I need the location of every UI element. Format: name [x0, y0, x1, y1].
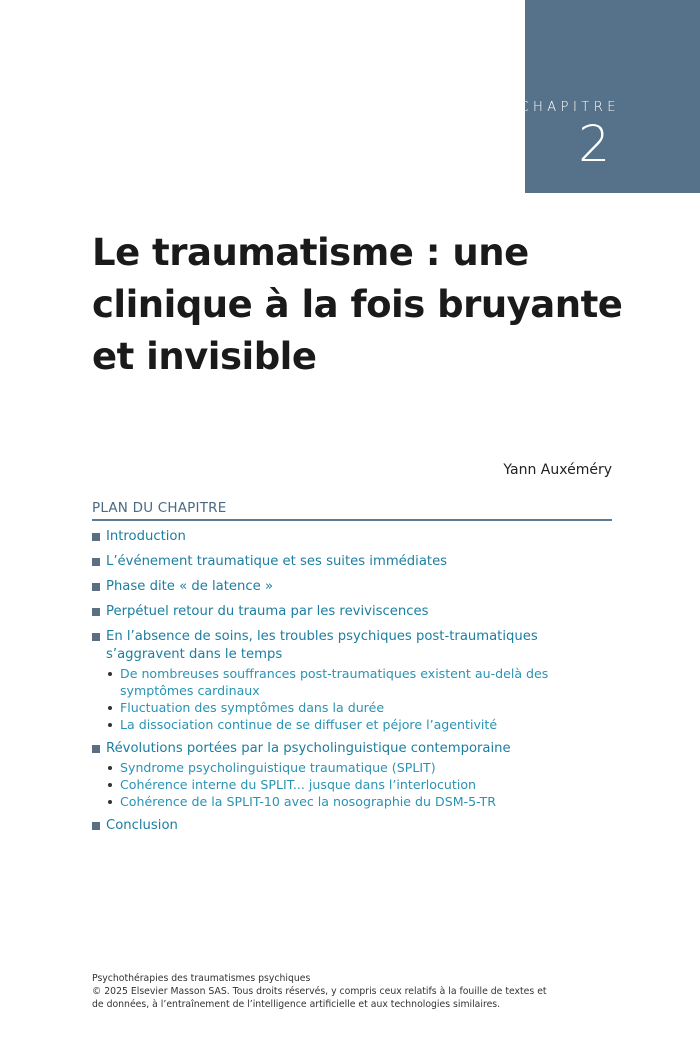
- dot-bullet-icon: [108, 723, 112, 727]
- page-footer: [92, 972, 547, 1011]
- plan-item-label: Introduction: [106, 529, 186, 544]
- square-bullet-icon: [92, 583, 100, 591]
- square-bullet-icon: [92, 533, 100, 541]
- author-name: Yann Auxéméry: [503, 462, 612, 478]
- plan-item-label: En l’absence de soins, les troubles psychiques post-traumatiques s’aggravent dans le temps: [106, 629, 538, 662]
- plan-subitem-label: Cohérence interne du SPLIT... jusque dans l’interlocution: [120, 777, 477, 792]
- plan-item-absence-soins[interactable]: [92, 628, 612, 733]
- plan-item-label: Perpétuel retour du trauma par les reviviscences: [106, 604, 429, 619]
- plan-subitem-label: La dissociation continue de se diffuser et péjore l’agentivité: [120, 717, 498, 732]
- plan-item-latence[interactable]: [92, 578, 612, 596]
- plan-sublist: [106, 759, 612, 810]
- dot-bullet-icon: [108, 800, 112, 804]
- plan-item-conclusion[interactable]: [92, 817, 612, 835]
- plan-subitem-label: Fluctuation des symptômes dans la durée: [120, 700, 385, 715]
- dot-bullet-icon: [108, 706, 112, 710]
- chapter-badge: [519, 0, 700, 193]
- plan-subitem[interactable]: [106, 793, 612, 810]
- plan-sublist: [106, 665, 612, 733]
- dot-bullet-icon: [108, 766, 112, 770]
- plan-header: PLAN DU CHAPITRE: [92, 500, 612, 521]
- square-bullet-icon: [92, 608, 100, 616]
- plan-subitem[interactable]: [106, 699, 612, 716]
- plan-item-reviviscences[interactable]: [92, 603, 612, 621]
- copyright-line-1: © 2025 Elsevier Masson SAS. Tous droits réservés, y compris ceux relatifs à la fouille de textes et: [92, 986, 547, 997]
- square-bullet-icon: [92, 558, 100, 566]
- dot-bullet-icon: [108, 672, 112, 676]
- square-bullet-icon: [92, 745, 100, 753]
- plan-subitem[interactable]: [106, 776, 612, 793]
- book-title: Psychothérapies des traumatismes psychiques: [92, 973, 311, 984]
- plan-subitem[interactable]: [106, 716, 612, 733]
- plan-item-label: L’événement traumatique et ses suites immédiates: [106, 554, 448, 569]
- dot-bullet-icon: [108, 783, 112, 787]
- plan-subitem[interactable]: [106, 759, 612, 776]
- plan-list: [92, 528, 612, 835]
- chapter-title: Le traumatisme : une clinique à la fois bruyante et invisible: [92, 231, 623, 378]
- plan-subitem-label: De nombreuses souffrances post-traumatiques existent au-delà des symptômes cardinaux: [120, 666, 549, 698]
- plan-item-evenement[interactable]: [92, 553, 612, 571]
- plan-item-label: Révolutions portées par la psycholinguistique contemporaine: [106, 741, 511, 756]
- square-bullet-icon: [92, 822, 100, 830]
- chapter-plan: [92, 500, 612, 835]
- plan-subitem[interactable]: [106, 665, 612, 699]
- plan-item-label: Phase dite « de latence »: [106, 579, 274, 594]
- copyright-line-2: de données, à l’entraînement de l’intelligence artificielle et aux technologies similaires.: [92, 999, 501, 1010]
- chapter-number: 2: [578, 115, 610, 173]
- plan-item-revolutions[interactable]: [92, 740, 612, 810]
- plan-subitem-label: Syndrome psycholinguistique traumatique (SPLIT): [120, 760, 436, 775]
- plan-subitem-label: Cohérence de la SPLIT-10 avec la nosographie du DSM-5-TR: [120, 794, 496, 809]
- square-bullet-icon: [92, 633, 100, 641]
- plan-item-introduction[interactable]: [92, 528, 612, 546]
- chapter-label: CHAPITRE: [519, 100, 620, 115]
- plan-item-label: Conclusion: [106, 818, 178, 833]
